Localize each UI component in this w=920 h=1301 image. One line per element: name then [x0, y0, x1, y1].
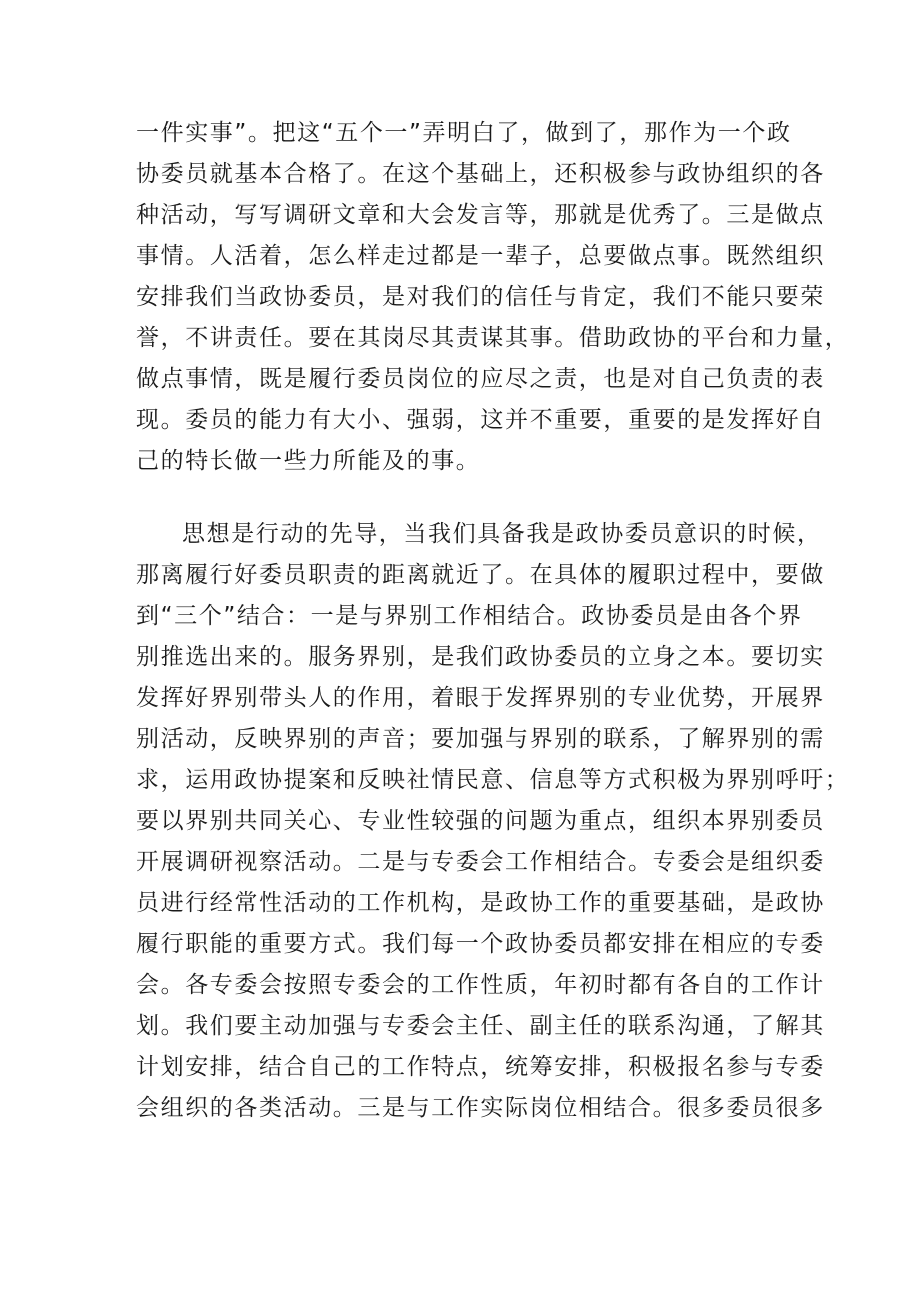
paragraph-line: 别活动，反映界别的声音；要加强与界别的联系，了解界别的需 — [136, 726, 825, 752]
paragraph-line: 思想是行动的先导，当我们具备我是政协委员意识的时候， — [182, 521, 822, 547]
paragraph-line: 那离履行好委员职责的距离就近了。在具体的履职过程中，要做 — [136, 562, 825, 588]
paragraph-line: 做点事情，既是履行委员岗位的应尽之责，也是对自己负责的表 — [136, 366, 825, 392]
paragraph-line: 会。各专委会按照专委会的工作性质，年初时都有各自的工作计 — [136, 972, 825, 998]
paragraph-line: 发挥好界别带头人的作用，着眼于发挥界别的专业优势，开展界 — [136, 685, 825, 711]
paragraph-line: 划。我们要主动加强与专委会主任、副主任的联系沟通，了解其 — [136, 1013, 825, 1039]
paragraph-line: 己的特长做一些力所能及的事。 — [136, 448, 481, 474]
paragraph-line: 会组织的各类活动。三是与工作实际岗位相结合。很多委员很多 — [136, 1095, 825, 1121]
paragraph-line: 安排我们当政协委员，是对我们的信任与肯定，我们不能只要荣 — [136, 284, 825, 310]
paragraph-line: 员进行经常性活动的工作机构，是政协工作的重要基础，是政协 — [136, 890, 825, 916]
paragraph-line: 事情。人活着，怎么样走过都是一辈子，总要做点事。既然组织 — [136, 243, 825, 269]
paragraph-line: 种活动，写写调研文章和大会发言等，那就是优秀了。三是做点 — [136, 202, 825, 228]
paragraph-line: 要以界别共同关心、专业性较强的问题为重点，组织本界别委员 — [136, 808, 825, 834]
paragraph-line: 别推选出来的。服务界别，是我们政协委员的立身之本。要切实 — [136, 644, 825, 670]
paragraph-line: 计划安排，结合自己的工作特点，统筹安排，积极报名参与专委 — [136, 1054, 825, 1080]
paragraph-line: 誉，不讲责任。要在其岗尽其责谋其事。借助政协的平台和力量， — [136, 325, 850, 351]
paragraph-line: 现。委员的能力有大小、强弱，这并不重要，重要的是发挥好自 — [136, 407, 825, 433]
paragraph-line: 履行职能的重要方式。我们每一个政协委员都安排在相应的专委 — [136, 931, 825, 957]
paragraph-line: 一件实事”。把这“五个一”弄明白了，做到了，那作为一个政 — [136, 120, 792, 146]
paragraph-line: 求，运用政协提案和反映社情民意、信息等方式积极为界别呼吁； — [136, 767, 850, 793]
paragraph-line: 到“三个”结合：一是与界别工作相结合。政协委员是由各个界 — [136, 603, 803, 629]
paragraph-line: 开展调研视察活动。二是与专委会工作相结合。专委会是组织委 — [136, 849, 825, 875]
paragraph-line: 协委员就基本合格了。在这个基础上，还积极参与政协组织的各 — [136, 161, 825, 187]
